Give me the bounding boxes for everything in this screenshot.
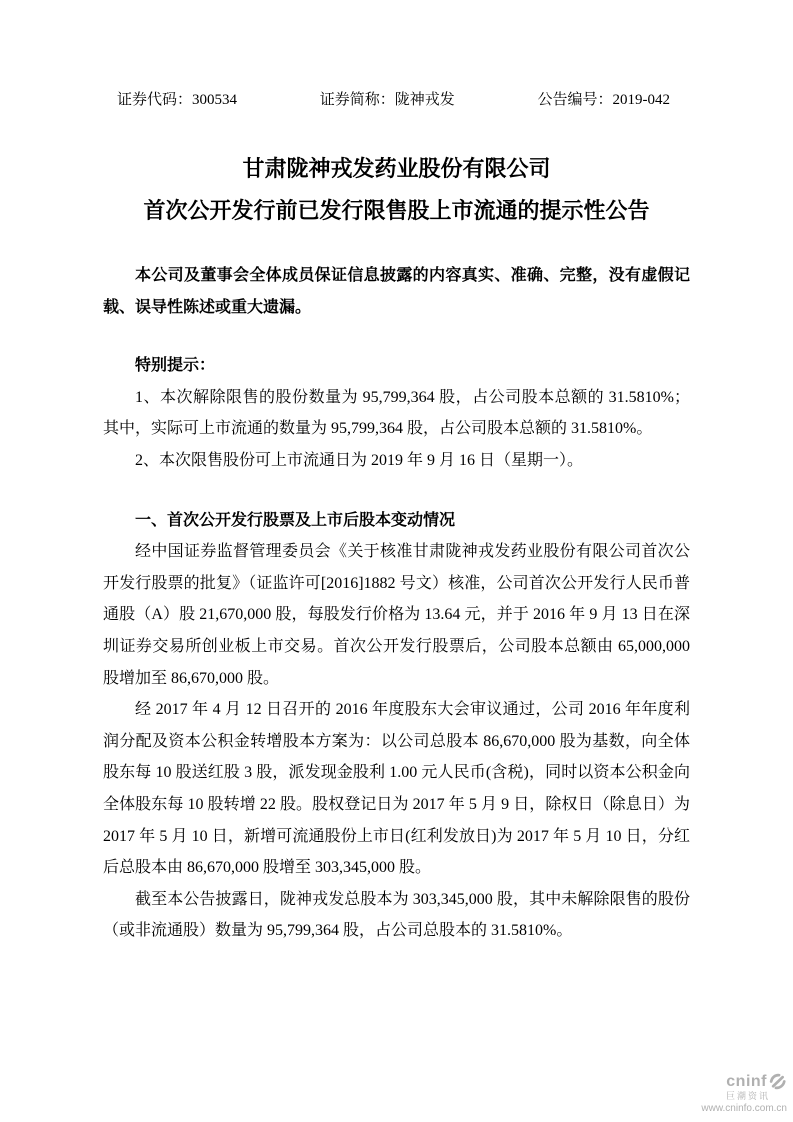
section1-paragraph-2: 经 2017 年 4 月 12 日召开的 2016 年度股东大会审议通过，公司 2016 年年度利润分配及资本公积金转增股本方案为：以公司总股本 86,670,000 股为基数，向全体股东每 10 股送红股 3 股，派发现金股利 1.00 元人民币(含税)，同时以资本公积金向全体股东每 10 股转增 22 股。股权登记日为 2017 年 5 月 9 日，除权日（除息日）为 2017 年 5 月 10 日，新增可流通股份上市日(红利发放日)为 2017 年 5 月 10 日，分红后总股本由 86,670,000 股增至 303,345,000 股。: [103, 701, 690, 877]
board-statement: 本公司及董事会全体成员保证信息披露的内容真实、准确、完整，没有虚假记载、误导性陈述或重大遗漏。: [103, 267, 690, 316]
stock-short-name: 证券简称：陇神戎发: [319, 92, 455, 108]
special-notice-item-2: 2、本次限售股份可上市流通日为 2019 年 9 月 16 日（星期一）。: [135, 451, 584, 469]
announcement-number: 公告编号：2019-042: [537, 92, 670, 108]
special-notice-item-1: 1、本次解除限售的股份数量为 95,799,364 股，占公司股本总额的 31.5810%；其中，实际可上市流通的数量为 95,799,364 股，占公司股本总额的 31.5810%。: [103, 388, 690, 438]
section1-paragraph-1: 经中国证券监督管理委员会《关于核准甘肃陇神戎发药业股份有限公司首次公开发行股票的批复》（证监许可[2016]1882 号文）核准，公司首次公开发行人民币普通股（A）股 21,670,000 股，每股发行价格为 13.64 元，并于 2016 年 9 月 13 日在深圳证券交易所创业板上市交易。首次公开发行股票后，公司股本总额由 65,000,000 股增加至 86,670,000 股。: [103, 543, 690, 687]
announcement-title: 首次公开发行前已发行限售股上市流通的提示性公告: [143, 198, 650, 223]
cninfo-url: www.cninfo.com.cn: [701, 1103, 787, 1114]
cninfo-brand-chinese: 巨潮资讯: [725, 1091, 770, 1102]
cninfo-brand-text: cninf: [726, 1072, 767, 1090]
cninfo-brand-row: [701, 1072, 787, 1091]
cninfo-swoosh-logo-icon: [768, 1072, 787, 1091]
special-notice-heading: 特别提示：: [135, 357, 216, 375]
company-name-title: 甘肃陇神戎发药业股份有限公司: [242, 156, 551, 181]
document-header: [103, 90, 690, 110]
cninfo-watermark: [701, 1072, 787, 1114]
section1-heading: 一、首次公开发行股票及上市后股本变动情况: [135, 511, 456, 529]
section1-paragraph-3: 截至本公告披露日，陇神戎发总股本为 303,345,000 股，其中未解除限售的股份（或非流通股）数量为 95,799,364 股，占公司总股本的 31.5810%。: [103, 890, 690, 940]
stock-code: 证券代码：300534: [117, 92, 238, 108]
